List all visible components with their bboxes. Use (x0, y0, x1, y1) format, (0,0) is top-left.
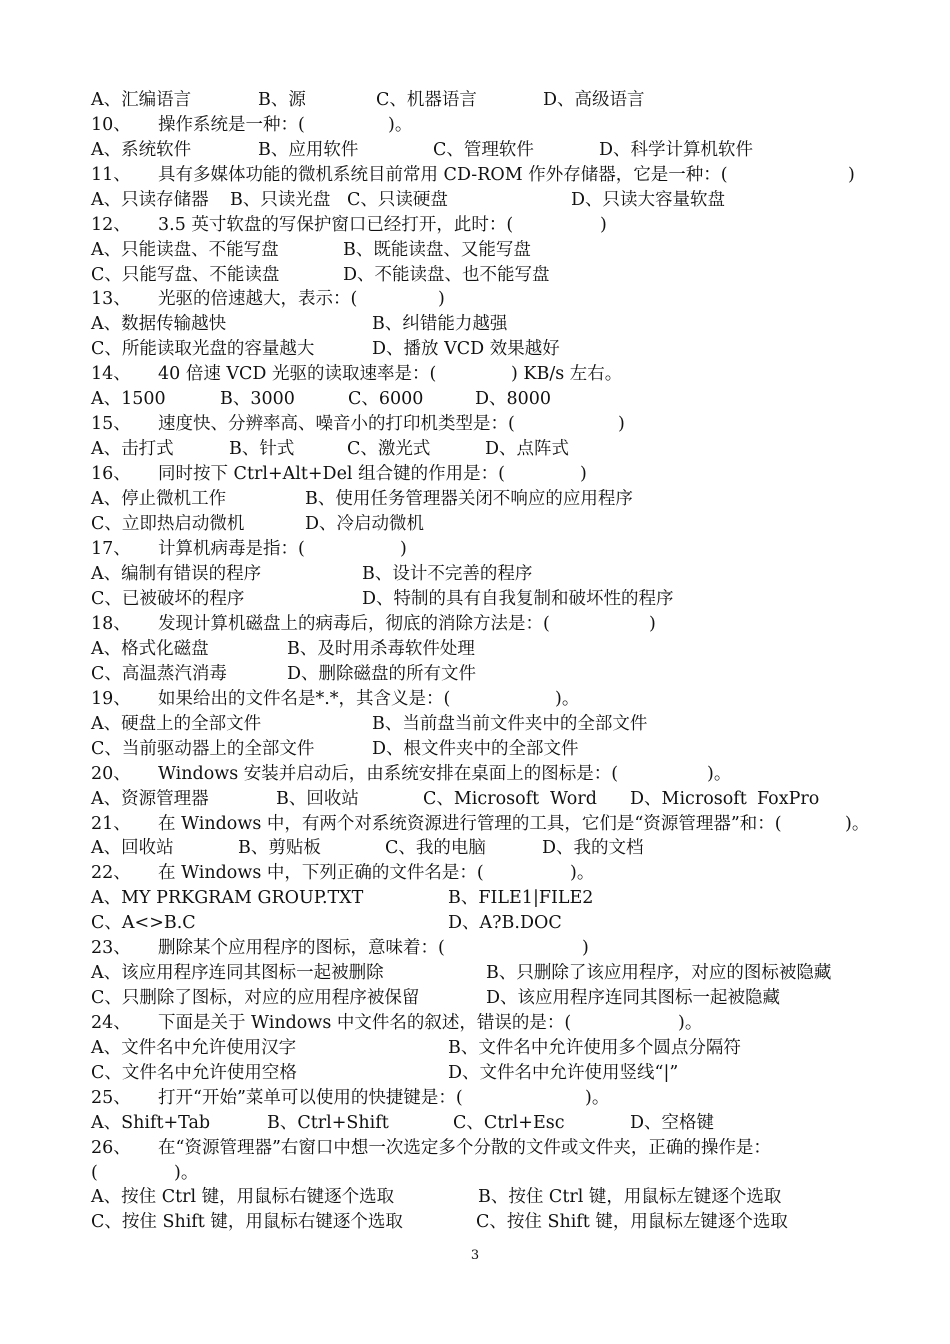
line-segment: D、空格键 (630, 1113, 715, 1133)
line-segment: C、所能读取光盘的容量越大 (91, 339, 315, 359)
line-segment: A、数据传输越快 (91, 314, 227, 334)
line-segment: C、只读硬盘 (347, 190, 448, 210)
line-segment: 3.5 英寸软盘的写保护窗口已经打开，此时：( (158, 215, 514, 235)
line-segment: C、我的电脑 (385, 838, 486, 858)
line-segment: D、不能读盘、也不能写盘 (343, 265, 550, 285)
line-segment: C、只能写盘、不能读盘 (91, 265, 280, 285)
line-segment: D、Microsoft (630, 789, 747, 809)
line-segment: B、文件名中允许使用多个圆点分隔符 (448, 1038, 741, 1058)
line-segment: 光驱的倍速越大，表示：( (158, 289, 358, 309)
line-segment: D、A?B.DOC (448, 913, 562, 933)
line-segment: 23、 (91, 938, 131, 958)
line-segment: D、点阵式 (485, 439, 570, 459)
line-segment: 15、 (91, 414, 131, 434)
line-segment: ) (582, 938, 589, 958)
line-segment: 11、 (91, 165, 131, 185)
page-number: 3 (470, 1248, 480, 1263)
line-segment: C、Ctrl+Esc (453, 1113, 565, 1133)
line-segment: ) (600, 215, 607, 235)
line-segment: 具有多媒体功能的微机系统目前常用 CD-ROM 作外存储器，它是一种：( (158, 165, 728, 185)
line-segment: 20、 (91, 764, 131, 784)
line-segment: A、回收站 (91, 838, 174, 858)
line-segment: 17、 (91, 539, 131, 559)
line-segment: Word (550, 789, 597, 809)
line-segment: A、系统软件 (91, 140, 192, 160)
line-segment: 24、 (91, 1013, 131, 1033)
line-segment: D、科学计算机软件 (599, 140, 754, 160)
line-segment: D、只读大容量软盘 (571, 190, 726, 210)
line-segment: ) (400, 539, 407, 559)
line-segment: 19、 (91, 689, 131, 709)
line-segment: 18、 (91, 614, 131, 634)
line-segment: C、A<>B.C (91, 913, 196, 933)
line-segment: B、FILE1|FILE2 (448, 888, 594, 908)
line-segment: D、根文件夹中的全部文件 (372, 739, 579, 759)
line-segment: C、已被破坏的程序 (91, 589, 245, 609)
line-segment: B、3000 (220, 389, 295, 409)
line-segment: 删除某个应用程序的图标，意味着：( (158, 938, 445, 958)
line-segment: 速度快、分辨率高、噪音小的打印机类型是：( (158, 414, 515, 434)
line-segment: B、只删除了该应用程序，对应的图标被隐藏 (486, 963, 832, 983)
line-segment: C、激光式 (347, 439, 431, 459)
line-segment: 同时按下 Ctrl+Alt+Del 组合键的作用是：( (158, 464, 505, 484)
line-segment: 计算机病毒是指：( (158, 539, 305, 559)
line-segment: C、只删除了图标，对应的应用程序被保留 (91, 988, 420, 1008)
line-segment: B、及时用杀毒软件处理 (287, 639, 475, 659)
line-segment: )。 (678, 1013, 703, 1033)
line-segment: 16、 (91, 464, 131, 484)
line-segment: A、击打式 (91, 439, 174, 459)
line-segment: A、Shift+Tab (91, 1113, 211, 1133)
line-segment: D、8000 (475, 389, 552, 409)
line-segment: 发现计算机磁盘上的病毒后，彻底的消除方法是：( (158, 614, 550, 634)
line-segment: A、只读存储器 (91, 190, 209, 210)
line-segment: B、剪贴板 (238, 838, 321, 858)
line-segment: A、文件名中允许使用汉字 (91, 1038, 297, 1058)
line-segment: B、使用任务管理器关闭不响应的应用程序 (305, 489, 633, 509)
line-segment: FoxPro (757, 789, 820, 809)
line-segment: A、编制有错误的程序 (91, 564, 262, 584)
line-segment: B、只读光盘 (230, 190, 331, 210)
line-segment: B、按住 Ctrl 键，用鼠标左键逐个选取 (478, 1187, 782, 1207)
line-segment: 10、 (91, 115, 131, 135)
line-segment: B、回收站 (276, 789, 359, 809)
line-segment: 操作系统是一种：( (158, 115, 305, 135)
line-segment: C、高温蒸汽消毒 (91, 664, 227, 684)
line-segment: B、Ctrl+Shift (267, 1113, 389, 1133)
line-segment: C、按住 Shift 键，用鼠标右键逐个选取 (91, 1212, 403, 1232)
line-segment: ) (580, 464, 587, 484)
line-segment: 在 Windows 中，下列正确的文件名是：( (158, 863, 484, 883)
line-segment: A、按住 Ctrl 键，用鼠标右键逐个选取 (91, 1187, 395, 1207)
line-segment: D、高级语言 (543, 90, 645, 110)
line-segment: A、1500 (91, 389, 166, 409)
line-segment: B、既能读盘、又能写盘 (343, 240, 531, 260)
line-segment: A、只能读盘、不能写盘 (91, 240, 279, 260)
line-segment: )。 (570, 863, 595, 883)
line-segment: C、6000 (348, 389, 424, 409)
line-segment: 下面是关于 Windows 中文件名的叙述，错误的是：( (158, 1013, 572, 1033)
line-segment: 21、 (91, 814, 131, 834)
line-segment: A、停止微机工作 (91, 489, 227, 509)
line-segment: B、应用软件 (258, 140, 359, 160)
line-segment: ) (649, 614, 656, 634)
line-segment: ( (91, 1163, 98, 1183)
line-segment: C、立即热启动微机 (91, 514, 245, 534)
line-segment: ) (438, 289, 445, 309)
line-segment: ) (848, 165, 855, 185)
line-segment: ) KB/s 左右。 (511, 364, 623, 384)
line-segment: 13、 (91, 289, 131, 309)
line-segment: A、该应用程序连同其图标一起被删除 (91, 963, 384, 983)
line-segment: )。 (174, 1163, 199, 1183)
line-segment: )。 (585, 1088, 610, 1108)
line-segment: Windows 安装并启动后，由系统安排在桌面上的图标是：( (158, 764, 619, 784)
line-segment: 打开“开始”菜单可以使用的快捷键是：( (158, 1088, 463, 1108)
line-segment: )。 (388, 115, 413, 135)
line-segment: B、当前盘当前文件夹中的全部文件 (372, 714, 648, 734)
line-segment: A、资源管理器 (91, 789, 209, 809)
line-segment: )。 (707, 764, 732, 784)
line-segment: A、汇编语言 (91, 90, 192, 110)
line-segment: B、纠错能力越强 (372, 314, 508, 334)
line-segment: A、硬盘上的全部文件 (91, 714, 262, 734)
line-segment: B、源 (258, 90, 306, 110)
line-segment: C、按住 Shift 键，用鼠标左键逐个选取 (476, 1212, 788, 1232)
line-segment: C、当前驱动器上的全部文件 (91, 739, 315, 759)
line-segment: D、播放 VCD 效果越好 (372, 339, 560, 359)
line-segment: D、文件名中允许使用竖线“|” (448, 1063, 679, 1083)
line-segment: D、删除磁盘的所有文件 (287, 664, 477, 684)
line-segment: 25、 (91, 1088, 131, 1108)
line-segment: D、该应用程序连同其图标一起被隐藏 (486, 988, 781, 1008)
line-segment: A、MY PRKGRAM GROUP.TXT (91, 888, 364, 908)
line-segment: D、特制的具有自我复制和破坏性的程序 (362, 589, 674, 609)
line-segment: 在“资源管理器”右窗口中想一次选定多个分散的文件或文件夹，正确的操作是： (158, 1138, 771, 1158)
line-segment: D、冷启动微机 (305, 514, 425, 534)
line-segment: 40 倍速 VCD 光驱的读取速率是：( (158, 364, 437, 384)
line-segment: D、我的文档 (542, 838, 644, 858)
line-segment: )。 (845, 814, 870, 834)
line-segment: ) (618, 414, 625, 434)
line-segment: A、格式化磁盘 (91, 639, 209, 659)
line-segment: 14、 (91, 364, 131, 384)
line-segment: C、文件名中允许使用空格 (91, 1063, 297, 1083)
line-segment: 22、 (91, 863, 131, 883)
line-segment: )。 (555, 689, 580, 709)
line-segment: C、Microsoft (423, 789, 540, 809)
line-segment: C、管理软件 (433, 140, 534, 160)
line-segment: B、设计不完善的程序 (362, 564, 533, 584)
line-segment: 如果给出的文件名是*.*，其含义是：( (158, 689, 451, 709)
line-segment: 12、 (91, 215, 131, 235)
line-segment: 在 Windows 中，有两个对系统资源进行管理的工具，它们是“资源管理器”和：( (158, 814, 782, 834)
line-segment: B、针式 (229, 439, 295, 459)
line-segment: 26、 (91, 1138, 131, 1158)
line-segment: C、机器语言 (376, 90, 477, 110)
